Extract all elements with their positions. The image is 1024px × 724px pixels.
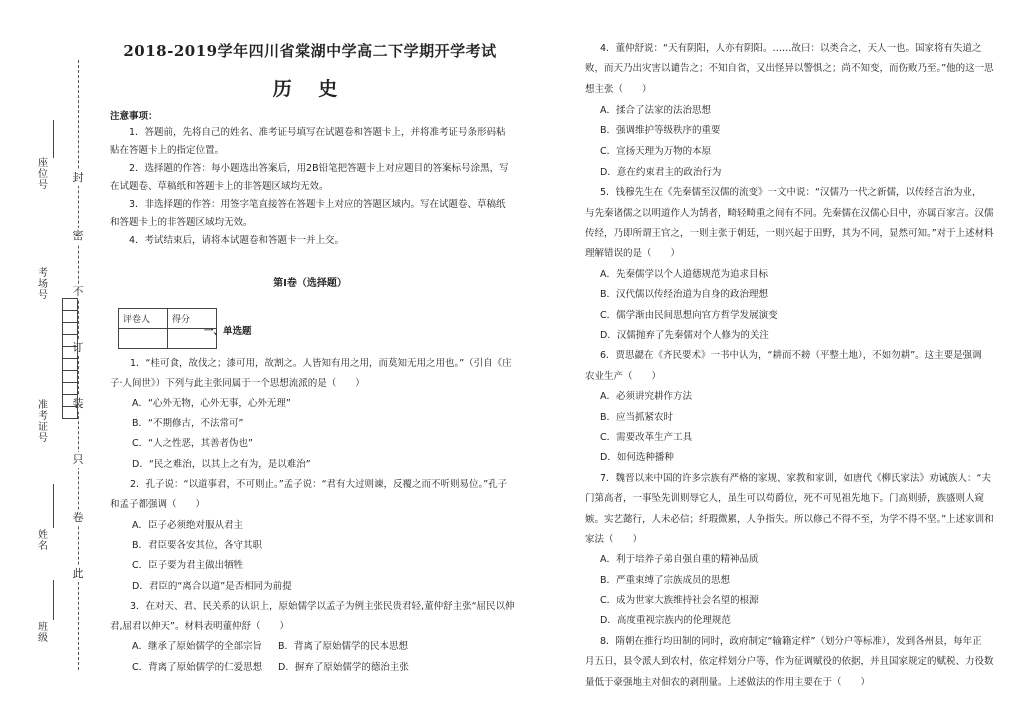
name-line [53, 484, 54, 528]
exam-title: 2018-2019学年四川省棠湖中学高二下学期开学考试 [123, 42, 497, 60]
class-label: 班级 [38, 622, 48, 644]
option-line: D．高度重视宗族内的伦理规范 [600, 615, 731, 626]
option-line: C．需要改革生产工具 [600, 432, 693, 443]
option-line: C．宣扬天理为万物的本原 [600, 146, 712, 157]
seal-char: 此 [70, 566, 86, 582]
question-line: 3．在对天、君、民关系的认识上，原始儒学以孟子为例主张民贵君轻,董仲舒主张“屈民以伸 [130, 601, 515, 612]
question-line: 7．魏晋以来中国的许多宗族有严格的家规、家教和家训，如唐代《柳氏家法》劝诫族人：“夫 [600, 473, 991, 484]
seal-char: 装 [70, 396, 86, 412]
admission-number-grid [62, 298, 78, 419]
name-label: 姓名 [38, 530, 48, 552]
notice-title: 注意事项： [110, 111, 158, 122]
option-line: C．儒学渐由民间思想向官方哲学发展演变 [600, 310, 778, 321]
seat-number-label: 座位号 [38, 158, 48, 191]
question-line: 嫉。实艺懿行，人未必信；纤瑕微累，人争指失。所以修己不得不至，为学不得不坚。”上述家训和 [585, 514, 994, 525]
option-line: D．君臣的“离合以道”是否相同为前提 [132, 581, 292, 592]
option-line: A．揉合了法家的法治思想 [600, 105, 711, 116]
notice-item: 2．选择题的作答：每小题选出答案后，用2B铅笔把答题卡上对应题目的答案标号涂黑，写在试题卷、草稿纸和答题卡上的非答题区域均无效。 [110, 163, 509, 192]
option-line: B．君臣要各安其位，各守其职 [132, 540, 263, 551]
option-line: B．背离了原始儒学的民本思想 [278, 641, 409, 652]
question-line: 量低于豪强地主对佃农的剥削量。上述做法的作用主要在于（ ） [585, 677, 871, 688]
question-line: 8．隋朝在推行均田制的同时，政府制定“输籍定样”（划分户等标准），发到各州县，每年正 [600, 636, 982, 647]
question-line: 传经，乃即所谓王官之，一则主张于朝廷，一则兴起于田野，其为不同，显然可知。”对于上述材料 [585, 228, 994, 239]
score-table [118, 308, 217, 349]
seal-char: 只 [70, 452, 86, 468]
question-line: 与先秦诸儒之以明道作人为鹄者，畸轻畸重之间有不同。先秦儒在汉儒心目中，亦属百家言。汉儒 [585, 208, 994, 219]
option-line: B．应当抓紧农时 [600, 412, 674, 423]
notice-item: 3．非选择题的作答：用签字笔直接答在答题卡上对应的答题区域内。写在试题卷、草稿纸和答题卡上的非答题区域均无效。 [110, 199, 506, 228]
question-line: 君,屈君以伸天”。材料表明董仲舒（ ） [110, 621, 289, 632]
score-header: 得分 [168, 309, 217, 329]
question-line: 农业生产（ ） [585, 371, 662, 382]
notice-item: 1．答题前，先将自己的姓名、准考证号填写在试题卷和答题卡上，并将准考证号条形码粘贴在答题卡上的指定位置。 [110, 127, 506, 156]
question-line: 家法（ ） [585, 534, 643, 545]
option-line: B．“不期修古，不法常可” [132, 418, 244, 429]
option-line: B．汉代儒以传经治道为自身的政治理想 [600, 289, 769, 300]
part-title: 一、单选题 [204, 326, 252, 337]
option-line: A．利于培养子弟自强自重的精神品质 [600, 554, 759, 565]
subject-title: 历 史 [272, 78, 348, 100]
option-line: D．如何选种播种 [600, 452, 674, 463]
notice-item: 4．考试结束后，请将本试题卷和答题卡一并上交。 [129, 235, 345, 246]
class-line [53, 580, 54, 620]
question-line: 子·人间世》）下列与此主张同属于一个思想流派的是（ ） [110, 378, 365, 389]
option-line: B．强调维护等级秩序的重要 [600, 125, 721, 136]
option-line: D．“民之难治，以其上之有为，是以难治” [132, 459, 311, 470]
seal-char: 卷 [70, 510, 86, 526]
seal-char: 不 [70, 284, 86, 300]
seal-char: 密 [70, 228, 86, 244]
option-line: A．先秦儒学以个人道德规范为追求目标 [600, 269, 768, 280]
question-line: 2．孔子说：“以道事君，不可则止。”孟子说：“君有大过则谏，反覆之而不听则易位。”孔子 [130, 479, 508, 490]
option-line: C．臣子要为君主做出牺牲 [132, 560, 244, 571]
option-line: D．汉儒抛弃了先秦儒对个人修为的关注 [600, 330, 769, 341]
seal-char: 封 [70, 170, 86, 186]
seat-number-line [53, 120, 54, 158]
option-line: A．继承了原始儒学的全部宗旨 [132, 641, 262, 652]
option-line: A．“心外无物，心外无事，心外无理” [132, 398, 291, 409]
admission-number-label: 准考证号 [38, 400, 48, 444]
question-line: 门第高者，一事坠先训则辱它人，虽生可以苟爵位，死不可见祖先地下。门高则骄，族盛则人窥 [585, 493, 985, 504]
question-line: 败，而天乃出灾害以谴告之；不知自省，又出怪异以警惧之；尚不知变，而伤败乃至。”他的这一思 [585, 63, 994, 74]
option-line: C．“人之性恶，其善者伪也” [132, 438, 253, 449]
question-line: 想主张（ ） [585, 84, 652, 95]
option-line: C．背离了原始儒学的仁爱思想 [132, 662, 263, 673]
question-line: 4．董仲舒说：“天有阴阳，人亦有阴阳。……故曰：以类合之，天人一也。国家将有失道之 [600, 43, 982, 54]
seal-char: 订 [70, 340, 86, 356]
question-line: 和孟子都强调（ ） [110, 499, 206, 510]
option-line: C．成为世家大族维持社会名望的根源 [600, 595, 759, 606]
section-title: 第Ⅰ卷（选择题） [273, 278, 347, 289]
option-line: D．意在约束君主的政治行为 [600, 167, 722, 178]
question-line: 5．钱穆先生在《先秦儒至汉儒的流变》一文中说：“汉儒乃一代之新儒，以传经言治为业， [600, 187, 982, 198]
option-line: A．必须讲究耕作方法 [600, 391, 692, 402]
question-line: 理解错误的是（ ） [585, 248, 681, 259]
option-line: D．摒弃了原始儒学的德治主张 [278, 662, 409, 673]
question-line: 1．“桂可食，故伐之；漆可用，故割之。人皆知有用之用，而莫知无用之用也。”（引自《庄 [130, 358, 512, 369]
question-line: 月五日，县令派人到农村，依定样划分户等，作为征调赋役的依据，并且国家规定的赋税、力役数 [585, 656, 994, 667]
grader-header: 评卷人 [119, 309, 168, 329]
question-line: 6．贾思勰在《齐民要术》一书中认为，“耕而不耪（平整土地），不如勿耕”。这主要是强调 [600, 350, 982, 361]
binding-margin [0, 0, 110, 724]
option-line: B．严重束缚了宗族成员的思想 [600, 575, 731, 586]
exam-room-label: 考场号 [38, 268, 48, 301]
grader-cell [119, 329, 168, 349]
option-line: A．臣子必须绝对服从君主 [132, 520, 243, 531]
